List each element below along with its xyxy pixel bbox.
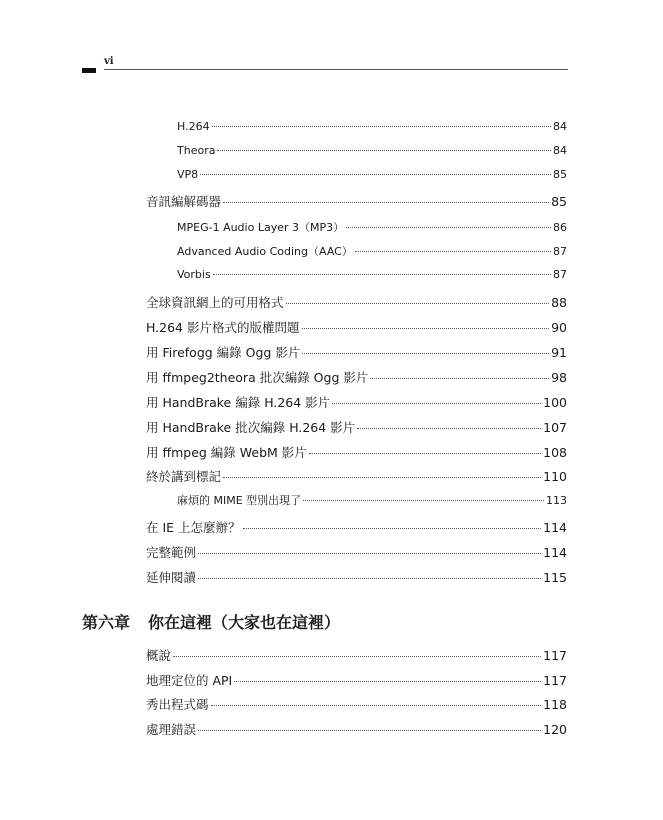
dot-leader [223,477,541,478]
dot-leader [173,656,541,657]
toc-entry-title: 用 ffmpeg 編錄 WebM 影片 [146,445,307,460]
toc-entry-title: 處理錯誤 [146,722,197,737]
toc-entry[interactable] [146,646,567,664]
toc-entry[interactable] [177,492,567,508]
toc-entry[interactable] [146,343,567,361]
toc-entry[interactable] [177,243,567,259]
dot-leader [309,453,541,454]
toc-entry[interactable] [146,720,567,738]
toc-entry-title: 地理定位的 API [146,673,233,688]
toc-entry-title: 完整範例 [146,545,197,560]
chapter-title: 你在這裡（大家也在這裡） [148,613,341,632]
toc-entry[interactable] [146,518,567,536]
toc-entry[interactable] [146,293,567,311]
toc-entry-page: 120 [543,722,567,737]
dot-leader [198,553,541,554]
chapter-number: 第六章 [82,613,131,632]
toc-entry[interactable] [146,467,567,485]
header-marker [82,68,96,73]
toc-entry[interactable] [146,418,567,436]
page-header [0,0,663,80]
toc-entry-page: 85 [553,168,567,181]
toc-entry-title: 秀出程式碼 [146,697,209,712]
toc-entry-title: H.264 [177,120,210,133]
toc-entry-page: 107 [543,420,567,435]
toc-entry-title: 用 ffmpeg2theora 批次編錄 Ogg 影片 [146,370,369,385]
chapter-heading[interactable] [82,610,562,633]
toc-entry-title: 全球資訊網上的可用格式 [146,295,284,310]
toc-entry[interactable] [146,568,567,586]
dot-leader [302,353,549,354]
toc-entry-page: 84 [553,144,567,157]
toc-entry-page: 114 [543,520,567,535]
toc-entry-title: 用 Firefogg 編錄 Ogg 影片 [146,345,301,360]
dot-leader [223,202,549,203]
toc-entry[interactable] [146,318,567,336]
toc-entry[interactable] [146,393,567,411]
toc-entry[interactable] [177,168,567,181]
toc-entry-title: Advanced Audio Coding（AAC） [177,245,353,258]
toc-entry-page: 110 [543,469,567,484]
toc-entry[interactable] [146,671,567,689]
dot-leader [357,428,541,429]
dot-leader [332,403,541,404]
toc-entry-title: VP8 [177,168,199,181]
dot-leader [217,150,551,151]
dot-leader [200,174,551,175]
dot-leader [234,681,541,682]
toc-entry-page: 90 [551,320,567,335]
toc-entry-page: 115 [543,570,567,585]
toc-entry-title: Theora [177,144,216,157]
toc-entry-title: 終於講到標記 [146,469,222,484]
toc-entry-page: 86 [553,221,567,234]
toc-entry-title: 在 IE 上怎麼辦？ [146,520,241,535]
toc-entry-title: 麻煩的 MIME 型別出現了 [177,494,302,507]
toc-entry-page: 84 [553,120,567,133]
toc-entry-page: 118 [543,697,567,712]
toc-entry-page: 91 [551,345,567,360]
toc-entry-title: 用 HandBrake 編錄 H.264 影片 [146,395,331,410]
toc-entry-title: H.264 影片格式的版權問題 [146,320,300,335]
header-rule [104,69,568,70]
toc-entry[interactable] [177,219,567,235]
toc-entry-title: MPEG-1 Audio Layer 3（MP3） [177,221,345,234]
toc-entry[interactable] [146,192,567,210]
dot-leader [346,227,551,228]
dot-leader [303,500,544,501]
toc-entry[interactable] [177,120,567,133]
toc-entry-page: 108 [543,445,567,460]
dot-leader [302,328,550,329]
toc-entry-page: 87 [553,268,567,281]
toc-entry-title: 延伸閱讀 [146,570,197,585]
toc-entry-page: 88 [551,295,567,310]
toc-entry-page: 98 [551,370,567,385]
toc-entry-page: 114 [543,545,567,560]
toc-entry[interactable] [146,368,567,386]
toc-entry-page: 85 [551,194,567,209]
toc-entry-title: Vorbis [177,268,211,281]
dot-leader [213,274,551,275]
dot-leader [198,730,541,731]
toc-entry-title: 概說 [146,648,172,663]
toc-entry[interactable] [177,268,567,281]
toc-entry[interactable] [177,144,567,157]
toc-entry-page: 100 [543,395,567,410]
toc-entry[interactable] [146,695,567,713]
toc-entry-page: 113 [546,494,567,507]
toc-entry-title: 音訊編解碼器 [146,194,222,209]
toc-entry[interactable] [146,543,567,561]
toc-entry[interactable] [146,443,567,461]
toc-entry-page: 87 [553,245,567,258]
dot-leader [211,705,542,706]
dot-leader [370,378,549,379]
dot-leader [243,528,542,529]
page-number: vi [104,56,114,67]
dot-leader [212,126,551,127]
dot-leader [355,251,551,252]
toc-entry-page: 117 [543,673,567,688]
dot-leader [198,578,541,579]
toc-entry-page: 117 [543,648,567,663]
dot-leader [286,303,550,304]
toc-entry-title: 用 HandBrake 批次編錄 H.264 影片 [146,420,356,435]
